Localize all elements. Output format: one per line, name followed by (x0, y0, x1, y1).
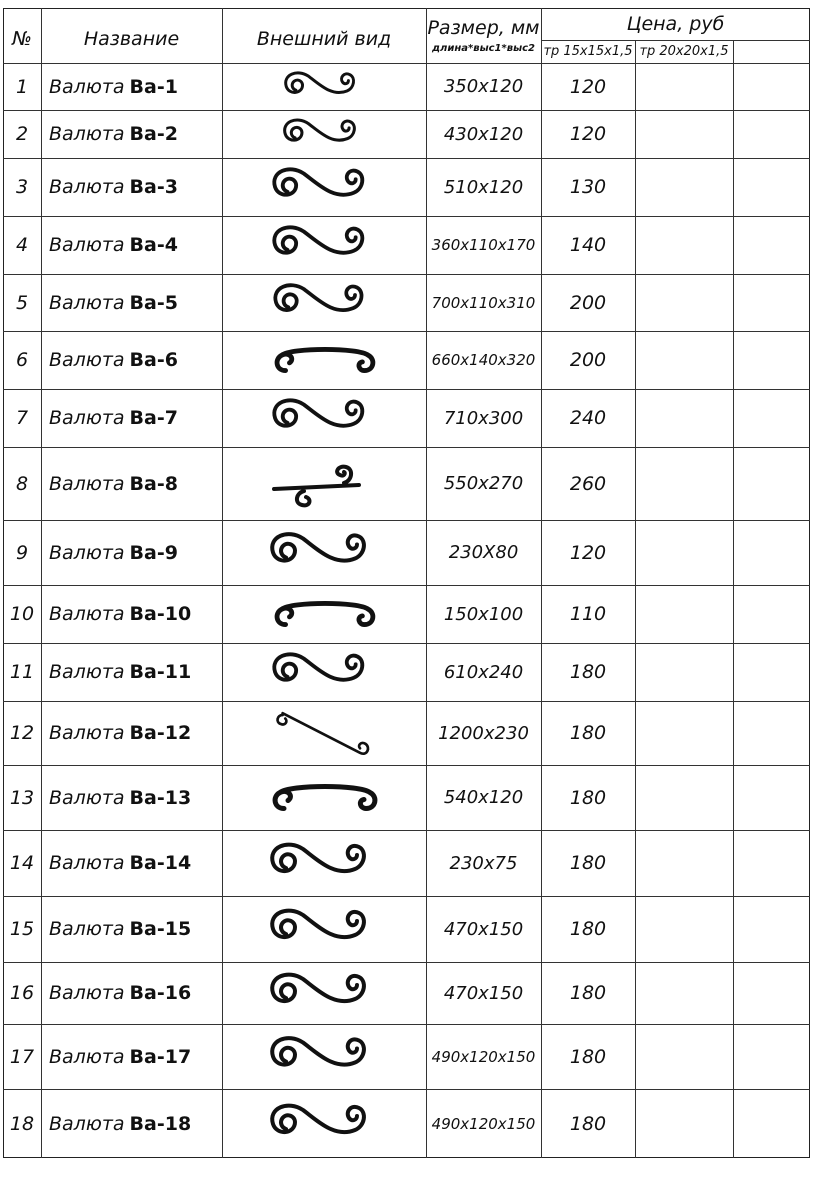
row-number: 15 (9, 918, 35, 940)
item-name (41, 896, 222, 962)
item-name (41, 643, 222, 701)
item-code: Ва-17 (129, 1045, 192, 1068)
row-number: 17 (9, 1045, 35, 1068)
item-price: 180 (569, 722, 607, 744)
item-prefix: Валюта (49, 852, 125, 874)
item-code: Ва-2 (129, 123, 178, 145)
item-size: 490х120х150 (431, 1114, 536, 1133)
item-prefix: Валюта (49, 349, 125, 371)
item-code: Ва-4 (129, 234, 178, 256)
item-prefix: Валюта (49, 603, 125, 625)
item-size: 230х75 (449, 852, 518, 874)
item-name (41, 585, 222, 643)
item-prefix: Валюта (49, 541, 125, 564)
item-prefix: Валюта (49, 661, 125, 683)
item-name (41, 63, 222, 110)
s-scroll-icon (264, 648, 384, 696)
row-number: 3 (15, 176, 29, 198)
item-price: 120 (569, 123, 607, 145)
item-size: 470х150 (443, 918, 524, 940)
item-price: 110 (569, 603, 607, 625)
header-num: № (12, 28, 32, 50)
row-number: 1 (15, 75, 29, 98)
item-size: 510х120 (443, 176, 524, 198)
column-divider (635, 40, 636, 1158)
item-code: Ва-15 (129, 918, 192, 940)
item-prefix: Валюта (49, 407, 125, 429)
item-code: Ва-7 (129, 407, 178, 429)
item-name (41, 520, 222, 585)
item-code: Ва-14 (129, 852, 192, 874)
row-number: 12 (9, 722, 35, 744)
row-number: 16 (9, 982, 35, 1004)
item-prefix: Валюта (49, 1045, 125, 1068)
item-price: 260 (569, 472, 607, 495)
item-price: 180 (569, 918, 607, 940)
item-code: Ва-16 (129, 982, 192, 1004)
s-scroll-icon (264, 1029, 384, 1084)
item-size: 430х120 (443, 123, 524, 145)
item-name (41, 962, 222, 1024)
header-price: Цена, руб (626, 13, 725, 35)
item-price: 120 (569, 75, 607, 98)
item-size: 350х120 (443, 76, 524, 97)
s-scroll-icon (264, 115, 384, 153)
item-code: Ва-8 (129, 472, 178, 495)
item-size: 470х150 (443, 982, 524, 1004)
item-price: 180 (569, 982, 607, 1004)
s-scroll-icon (264, 68, 384, 105)
item-prefix: Валюта (49, 123, 125, 145)
item-name (41, 389, 222, 447)
s-scroll-icon (264, 221, 384, 269)
s-scroll-icon (264, 967, 384, 1019)
item-prefix: Валюта (49, 472, 125, 495)
item-prefix: Валюта (49, 722, 125, 744)
item-size: 490х120х150 (431, 1047, 536, 1066)
header-price-col1: тр 15х15х1,5 (543, 44, 633, 59)
item-name (41, 701, 222, 765)
item-prefix: Валюта (49, 1112, 125, 1135)
item-code: Ва-9 (129, 541, 178, 564)
row-number: 18 (9, 1112, 35, 1135)
row-number: 4 (15, 234, 29, 256)
row-number: 5 (15, 291, 29, 314)
item-price: 240 (569, 407, 607, 429)
item-name (41, 1089, 222, 1158)
item-price: 180 (569, 1045, 607, 1068)
header-price-col2: тр 20х20х1,5 (639, 44, 729, 59)
item-price: 200 (569, 291, 607, 314)
row-number: 6 (15, 349, 29, 371)
c-scroll-icon (264, 770, 384, 825)
item-price: 180 (569, 661, 607, 683)
item-name (41, 110, 222, 158)
item-name (41, 331, 222, 389)
item-price: 200 (569, 349, 607, 371)
row-divider (541, 40, 810, 41)
row-number: 10 (9, 603, 35, 625)
item-prefix: Валюта (49, 786, 125, 809)
item-prefix: Валюта (49, 918, 125, 940)
row-number: 11 (9, 661, 35, 683)
header-look: Внешний вид (256, 28, 392, 50)
item-name (41, 1024, 222, 1089)
z-scroll-icon (264, 456, 384, 512)
s-scroll-icon (264, 525, 384, 580)
s-scroll-icon (264, 163, 384, 211)
item-code: Ва-1 (129, 75, 178, 98)
item-price: 180 (569, 786, 607, 809)
row-number: 2 (15, 123, 29, 145)
item-code: Ва-5 (129, 291, 178, 314)
item-size: 360х110х170 (431, 236, 536, 254)
item-code: Ва-3 (129, 176, 178, 198)
column-divider (222, 8, 223, 1158)
s-scroll-icon (264, 279, 384, 326)
item-prefix: Валюта (49, 982, 125, 1004)
item-price: 180 (569, 1112, 607, 1135)
item-code: Ва-6 (129, 349, 178, 371)
header-name: Название (83, 28, 180, 50)
column-divider (733, 40, 734, 1158)
row-number: 7 (15, 407, 29, 429)
item-name (41, 274, 222, 331)
item-price: 140 (569, 234, 607, 256)
item-name (41, 447, 222, 520)
c-scroll-icon (264, 336, 384, 384)
item-price: 120 (569, 541, 607, 564)
item-name (41, 216, 222, 274)
item-size: 660х140х320 (431, 351, 536, 369)
header-size-sub: длина*выс1*выс2 (431, 43, 536, 54)
s-scroll-icon (264, 1096, 384, 1152)
item-price: 180 (569, 852, 607, 874)
item-prefix: Валюта (49, 234, 125, 256)
row-number: 14 (9, 852, 35, 874)
item-name (41, 765, 222, 830)
row-number: 9 (15, 541, 29, 564)
c-scroll-icon (264, 590, 384, 638)
item-prefix: Валюта (49, 176, 125, 198)
header-size: Размер, мм (427, 17, 540, 39)
item-size: 540х120 (443, 787, 524, 808)
item-prefix: Валюта (49, 291, 125, 314)
item-prefix: Валюта (49, 75, 125, 98)
item-name (41, 830, 222, 896)
item-code: Ва-11 (129, 661, 192, 683)
item-size: 230Х80 (448, 542, 519, 563)
item-price: 130 (569, 176, 607, 198)
item-size: 700х110х310 (431, 293, 536, 312)
item-size: 150х100 (443, 603, 524, 625)
diagonal-scroll-icon (264, 706, 384, 760)
item-size: 710х300 (443, 407, 524, 429)
item-name (41, 158, 222, 216)
row-number: 8 (15, 472, 29, 495)
s-scroll-icon (264, 835, 384, 891)
item-code: Ва-13 (129, 786, 192, 809)
item-size: 1200х230 (438, 722, 529, 744)
item-code: Ва-10 (129, 603, 192, 625)
item-size: 550х270 (443, 473, 524, 494)
s-scroll-icon (264, 901, 384, 957)
s-scroll-icon (264, 394, 384, 442)
row-number: 13 (9, 786, 35, 809)
item-size: 610х240 (443, 661, 524, 683)
item-code: Ва-18 (129, 1112, 192, 1135)
item-code: Ва-12 (129, 722, 192, 744)
